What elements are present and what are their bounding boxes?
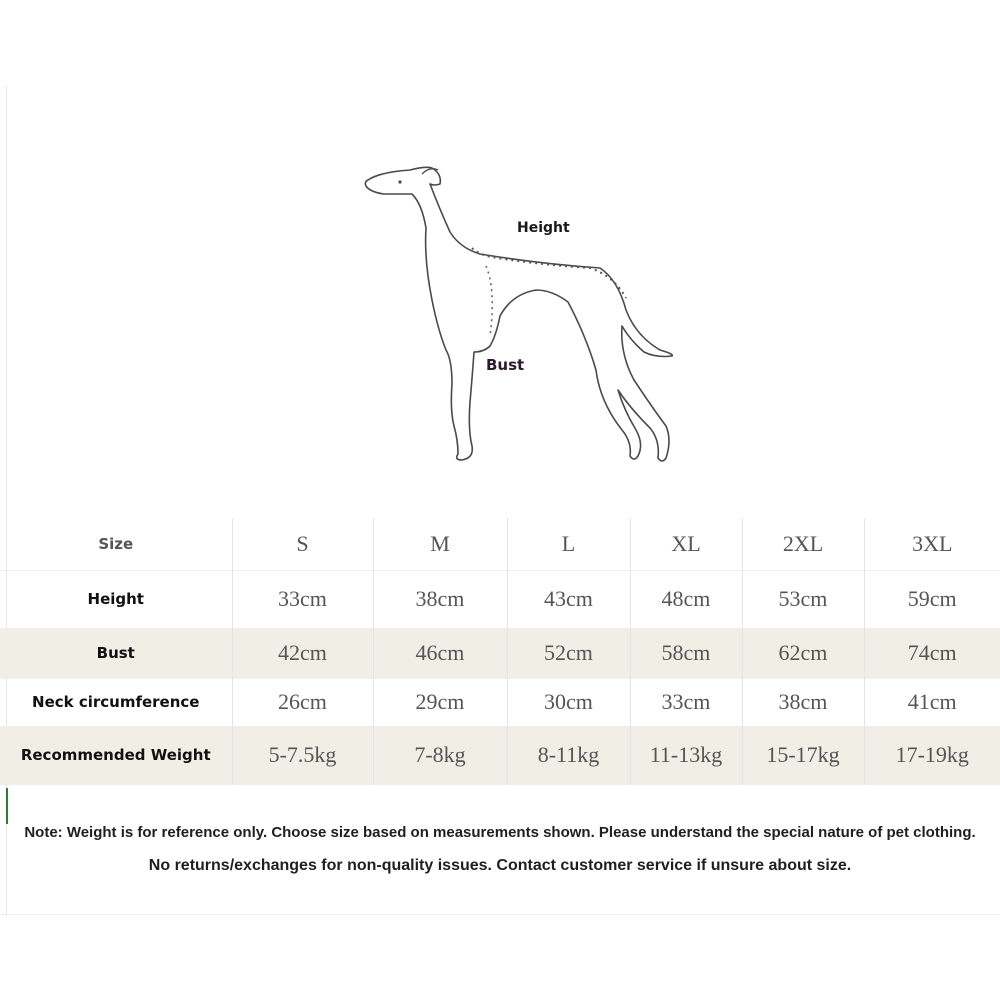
size-2xl: 2XL	[742, 518, 864, 570]
size-3xl: 3XL	[912, 530, 953, 556]
table-cell: 38cm	[373, 570, 507, 628]
row-label-weight: Recommended Weight	[0, 726, 232, 784]
bust-label: Bust	[486, 356, 525, 374]
table-cell: 42cm	[232, 628, 373, 678]
table-cell: 52cm	[507, 628, 630, 678]
height-label: Height	[517, 220, 570, 236]
size-l: L	[507, 518, 630, 570]
size-s: S	[232, 518, 373, 570]
table-cell: 33cm	[630, 678, 742, 726]
bottom-divider	[0, 914, 1000, 915]
table-cell: 62cm	[742, 628, 864, 678]
table-cell: 48cm	[630, 570, 742, 628]
row-label-height: Height	[0, 570, 232, 628]
table-cell: 15-17kg	[742, 726, 864, 784]
size-table	[0, 518, 1000, 785]
size-header-row	[0, 518, 1000, 570]
table-cell: 41cm	[907, 689, 957, 714]
table-cell: 38cm	[742, 678, 864, 726]
table-cell: 17-19kg	[895, 742, 969, 767]
table-cell: 74cm	[907, 640, 957, 665]
table-cell: 58cm	[630, 628, 742, 678]
note-line-2: No returns/exchanges for non-quality issues. Contact customer service if unsure about size.	[148, 857, 852, 874]
table-cell: 8-11kg	[507, 726, 630, 784]
height-row	[0, 570, 1000, 628]
row-label-bust: Bust	[0, 628, 232, 678]
table-cell: 30cm	[507, 678, 630, 726]
size-xl: XL	[630, 518, 742, 570]
size-m: M	[373, 518, 507, 570]
table-cell: 43cm	[507, 570, 630, 628]
table-cell: 5-7.5kg	[232, 726, 373, 784]
table-cell: 7-8kg	[373, 726, 507, 784]
table-cell: 53cm	[742, 570, 864, 628]
dog-measurement-diagram	[300, 140, 720, 480]
table-cell: 26cm	[232, 678, 373, 726]
dog-outline-icon	[300, 140, 720, 480]
weight-row	[0, 726, 1000, 784]
neck-row	[0, 678, 1000, 726]
table-cell: 33cm	[232, 570, 373, 628]
left-accent-mark	[6, 788, 8, 824]
row-label-neck: Neck circumference	[0, 678, 232, 726]
note-line-1: Note: Weight is for reference only. Choose size based on measurements shown. Please understand the special nature of pet clothing.	[24, 824, 976, 841]
table-cell: 29cm	[373, 678, 507, 726]
bust-row	[0, 628, 1000, 678]
size-header-label: Size	[0, 518, 232, 570]
table-cell: 59cm	[907, 586, 957, 611]
table-cell: 46cm	[373, 628, 507, 678]
table-cell: 11-13kg	[630, 726, 742, 784]
